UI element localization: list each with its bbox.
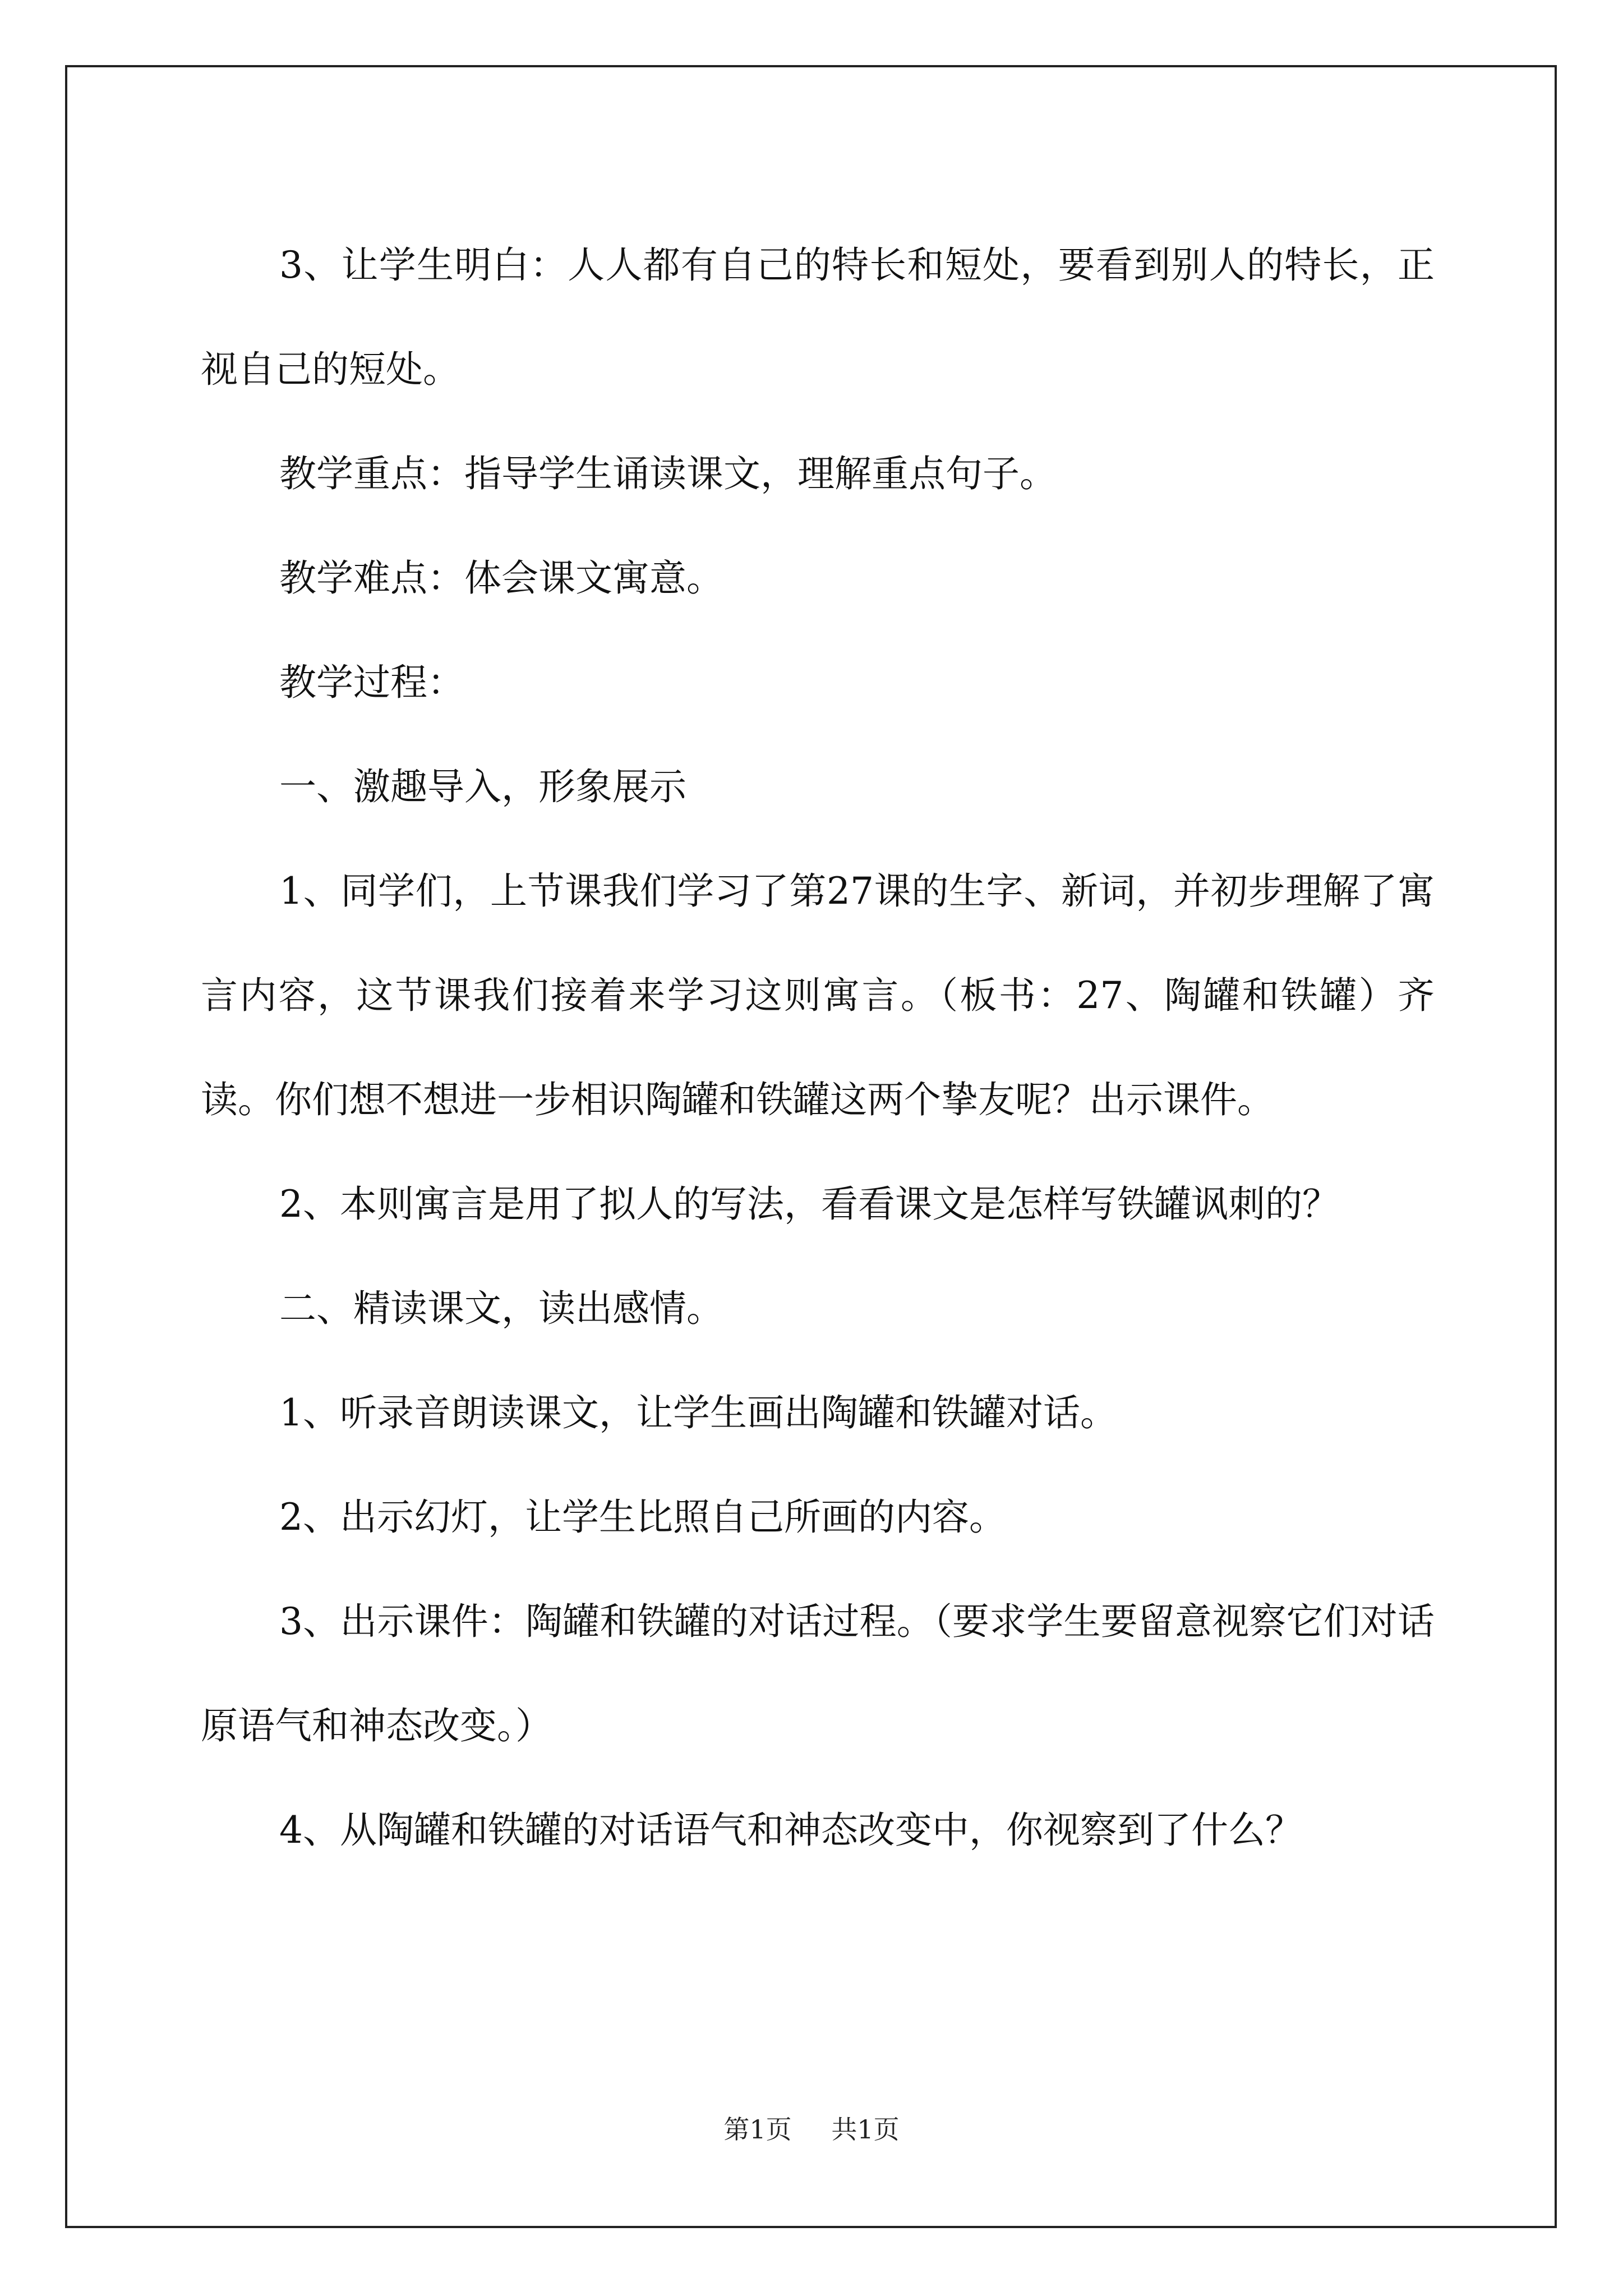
paragraph-step-1-1: 1、同学们，上节课我们学习了第27课的生字、新词，并初步理解了寓言内容，这节课我们接着来学习这则寓言。（板书：27、陶罐和铁罐）齐读。你们想不想进一步相识陶罐和铁罐这两个挚友呢？出示课件。 — [201, 869, 1435, 1121]
document-body — [201, 213, 1435, 1883]
paragraph-section-2-heading: 二、精读课文，读出感情。 — [279, 1287, 723, 1330]
page-footer — [0, 2109, 1623, 2146]
page-total: 共1页 — [831, 2114, 900, 2145]
paragraph-step-2-3: 3、出示课件：陶罐和铁罐的对话过程。（要求学生要留意视察它们对话原语气和神态改变。） — [201, 1600, 1435, 1747]
paragraph-step-2-1: 1、听录音朗读课文，让学生画出陶罐和铁罐对话。 — [279, 1391, 1117, 1434]
paragraph-difficulty: 教学难点：体会课文寓意。 — [279, 556, 723, 600]
paragraph-section-1-heading: 一、激趣导入，形象展示 — [279, 765, 686, 808]
paragraph-step-2-2: 2、出示幻灯，让学生比照自己所画的内容。 — [279, 1496, 1006, 1539]
paragraph-goal-3: 3、让学生明白：人人都有自己的特长和短处，要看到别人的特长，正视自己的短处。 — [201, 243, 1435, 391]
paragraph-process-heading: 教学过程： — [279, 661, 464, 704]
paragraph-step-2-4: 4、从陶罐和铁罐的对话语气和神态改变中，你视察到了什么？ — [279, 1809, 1302, 1852]
page-number: 第1页 — [723, 2114, 792, 2145]
paragraph-key-point: 教学重点：指导学生诵读课文，理解重点句子。 — [279, 452, 1057, 495]
paragraph-step-1-2: 2、本则寓言是用了拟人的写法，看看课文是怎样写铁罐讽刺的？ — [279, 1182, 1339, 1226]
